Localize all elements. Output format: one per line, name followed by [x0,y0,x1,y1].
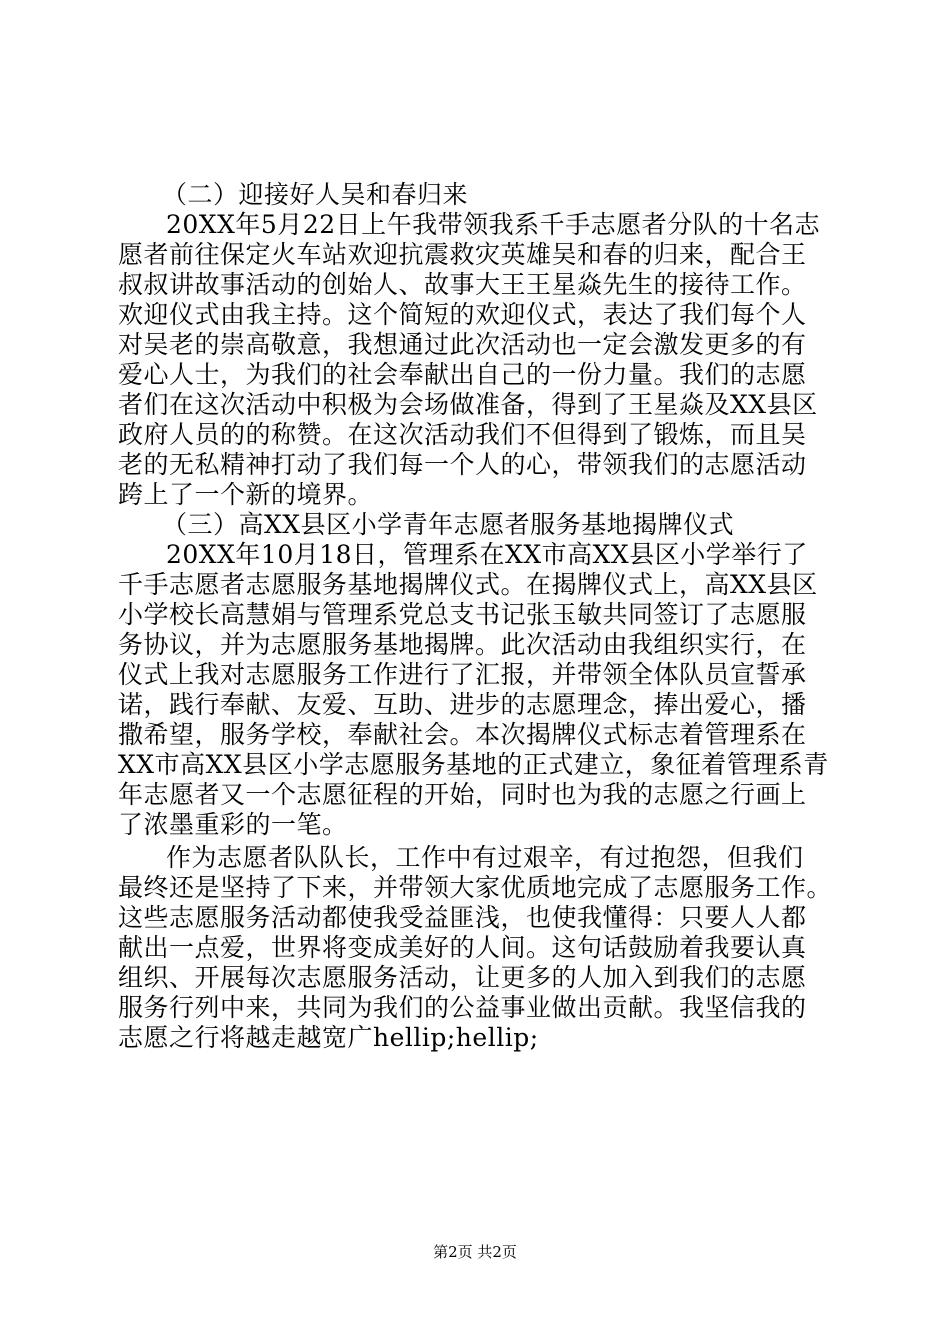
paragraph-line: 诺，践行奉献、友爱、互助、进步的志愿理念，捧出爱心，播 [118,690,807,719]
paragraph-line: 仪式上我对志愿服务工作进行了汇报，并带领全体队员宣誓承 [118,660,807,689]
page-footer: 第2页 共2页 [433,1243,517,1261]
paragraph-line: 爱心人士，为我们的社会奉献出自己的一份力量。我们的志愿 [118,360,807,389]
section-heading-2: （二）迎接好人吴和春归来 [162,180,469,209]
paragraph-line: 政府人员的的称赞。在这次活动我们不但得到了锻炼，而且吴 [118,420,807,449]
paragraph-line: 对吴老的崇高敬意，我想通过此次活动也一定会激发更多的有 [118,330,807,359]
section-heading-3: （三）高XX县区小学青年志愿者服务基地揭牌仪式 [162,510,735,539]
paragraph-line: 千手志愿者志愿服务基地揭牌仪式。在揭牌仪式上，高XX县区 [118,570,818,599]
paragraph-line: 了浓墨重彩的一笔。 [118,810,348,839]
paragraph-line: 这些志愿服务活动都使我受益匪浅，也使我懂得：只要人人都 [118,903,807,932]
paragraph-line: 年志愿者又一个志愿征程的开始，同时也为我的志愿之行画上 [118,780,807,809]
paragraph-line: 服务行列中来，共同为我们的公益事业做出贡献。我坚信我的 [118,993,807,1022]
paragraph-line: 作为志愿者队队长，工作中有过艰辛，有过抱怨，但我们 [166,843,804,872]
paragraph-line: 跨上了一个新的境界。 [118,480,374,509]
paragraph-line: 20XX年5月22日上午我带领我系千手志愿者分队的十名志 [166,210,821,239]
paragraph-line: 志愿之行将越走越宽广hellip;hellip; [118,1023,539,1052]
paragraph-line: 撒希望，服务学校，奉献社会。本次揭牌仪式标志着管理系在 [118,720,807,749]
paragraph-line: 老的无私精神打动了我们每一个人的心，带领我们的志愿活动 [118,450,807,479]
paragraph-line: 务协议，并为志愿服务基地揭牌。此次活动由我组织实行，在 [118,630,807,659]
paragraph-line: XX市高XX县区小学志愿服务基地的正式建立，象征着管理系青 [118,750,829,779]
paragraph-line: 组织、开展每次志愿服务活动，让更多的人加入到我们的志愿 [118,963,807,992]
paragraph-line: 愿者前往保定火车站欢迎抗震救灾英雄吴和春的归来，配合王 [118,240,807,269]
paragraph-line: 者们在这次活动中积极为会场做准备，得到了王星焱及XX县区 [118,390,818,419]
paragraph-line: 最终还是坚持了下来，并带领大家优质地完成了志愿服务工作。 [118,873,833,902]
paragraph-line: 献出一点爱，世界将变成美好的人间。这句话鼓励着我要认真 [118,933,807,962]
paragraph-line: 小学校长高慧娟与管理系党总支书记张玉敏共同签订了志愿服 [118,600,807,629]
paragraph-line: 叔叔讲故事活动的创始人、故事大王王星焱先生的接待工作。 [118,270,807,299]
paragraph-line: 20XX年10月18日，管理系在XX市高XX县区小学举行了 [166,540,808,569]
paragraph-line: 欢迎仪式由我主持。这个简短的欢迎仪式，表达了我们每个人 [118,300,807,329]
